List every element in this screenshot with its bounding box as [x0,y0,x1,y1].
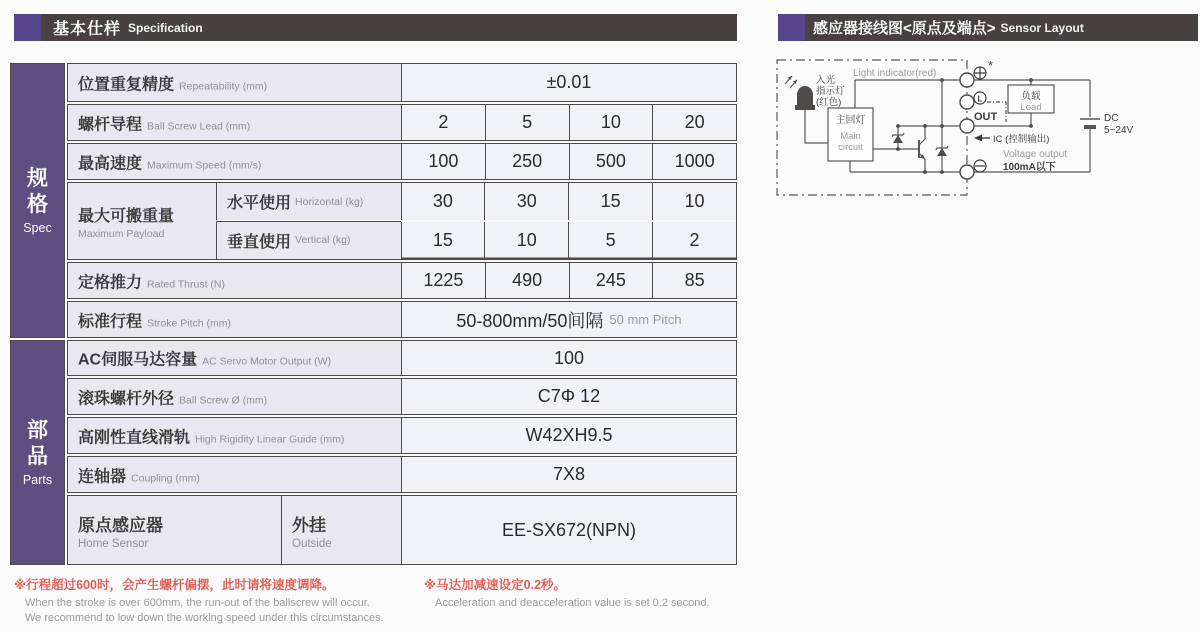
led-icon [795,86,815,110]
table-row-linear-guide [67,417,737,454]
row-value: 1000 [652,144,736,179]
footnote-en-line1: Acceleration and deacceleration value is set 0.2 second. [435,597,710,609]
main-circuit-label-en1: Main [840,131,861,142]
row-value: 10 [484,222,568,259]
sidebar-label-zh: 规格 [27,167,48,216]
footnote-zh: ※行程超过600时，会产生螺杆偏摆，此时请将速度调降。 [14,578,335,592]
footnote-acceleration [424,575,710,611]
row-value: 7X8 [401,457,736,492]
sensor-header-title-zh: 感应器接线图<原点及端点> [813,20,996,37]
table-row-vertical [216,220,736,259]
row-label-zh: 高刚性直线滑轨 [78,429,191,446]
row-value: 2 [401,105,485,140]
table-row-coupling [67,456,737,493]
spec-header-title-zh: 基本仕样 [53,21,122,38]
table-row-max-speed [67,143,737,180]
header-accent-square [778,14,805,41]
out-terminal-label: OUT [974,111,998,123]
table-row-ball-screw-od [67,378,737,415]
led-label-line3: (红色) [816,97,842,108]
spec-header-title-en: Specification [128,20,203,35]
stroke-value-en: 50 mm Pitch [609,312,682,327]
payload-merged-label [68,183,216,259]
row-value: 30 [401,183,485,220]
sensor-header-bar [805,14,1198,41]
asterisk-mark: * [988,58,994,73]
row-label-en: Repeatability (mm) [179,80,268,92]
row-label-zh: 位置重复精度 [78,76,175,93]
load-label-zh: 负载 [1021,91,1041,102]
row-label-en: Outside [292,537,332,550]
row-label-zh: 外挂 [292,515,326,535]
table-row-horizontal [216,183,736,220]
row-label-zh: 滚珠螺杆外径 [78,390,175,407]
footnote-zh: ※马达加减速设定0.2秒。 [424,578,567,592]
row-value: 85 [652,263,736,298]
table-rowgroup-max-payload [67,182,737,260]
row-value: 5 [568,222,652,259]
row-value: 20 [652,105,736,140]
row-label-zh: 最高速度 [78,155,143,172]
row-label-zh: 原点感应器 [78,515,163,535]
row-value: 30 [484,183,568,220]
row-value [401,302,736,337]
row-label-en: Vertical (kg) [295,234,351,247]
parts-rows [67,340,737,565]
row-value: 1225 [401,263,485,298]
terminal-plus [960,73,974,87]
row-value: 500 [569,144,653,179]
voltage-output-label: Voltage output [1003,149,1067,160]
row-label-zh: 定格推力 [78,274,143,291]
row-label-zh: 水平使用 [227,195,292,212]
terminal-l [960,95,974,109]
spec-header-bar [41,14,737,41]
dc-label: DC [1104,113,1119,124]
home-sensor-label [68,496,281,564]
row-value: 490 [485,263,569,298]
row-label-zh: 螺杆导程 [78,116,143,133]
sidebar-label-en: Parts [22,473,53,487]
table-row-servo-output [67,340,737,376]
stroke-value-zh: 50-800mm/50间隔 [456,310,604,331]
ic-arrow-icon [974,135,982,142]
terminal-out [960,119,974,133]
row-label-en: Ball Screw Lead (mm) [147,120,251,132]
row-label-en: Home Sensor [78,537,149,550]
footnote-en-line2: We recommend to low down the working speed under this circumstances. [25,612,384,624]
spec-section-sidebar [10,63,65,338]
row-label-zh: 最大可搬重量 [78,207,175,225]
row-value: 15 [401,222,485,259]
home-sensor-mount-label [281,496,401,564]
row-label-en: Rated Thrust (N) [147,278,226,290]
row-value: 2 [652,222,736,259]
row-label-zh: 连轴器 [78,468,127,485]
row-value: ±0.01 [401,64,736,101]
row-value: 10 [652,183,736,220]
row-value: 10 [569,105,653,140]
table-row-repeatability [67,63,737,102]
spec-section-header [14,14,737,41]
row-label-en: Maximum Payload [78,227,165,240]
sensor-header-title-en: Sensor Layout [1000,20,1084,35]
row-label-en: Ball Screw Ø (mm) [179,394,268,406]
row-value: 5 [485,105,569,140]
row-value: 100 [401,341,736,375]
spec-rows [67,63,737,338]
row-label-en: Horizontal (kg) [295,195,364,208]
l-terminal-letter: L [977,94,983,104]
ic-output-label: IC (控制输出) [993,134,1050,145]
row-label-en: Maximum Speed (mm/s) [147,159,262,171]
spec-section [10,63,737,338]
footnote-stroke-warning [14,575,384,626]
specification-table [10,63,737,567]
row-label-en: High Rigidity Linear Guide (mm) [195,433,345,445]
row-value: C7Φ 12 [401,379,736,414]
sidebar-label-en: Spec [23,221,52,235]
sensor-layout-header [778,14,1198,41]
footnote-en [14,596,384,626]
parts-section [10,340,737,565]
row-label-en: AC Servo Motor Output (W) [202,355,332,368]
row-value: 245 [569,263,653,298]
row-label-en: Coupling (mm) [131,472,200,484]
table-row-rated-thrust [67,262,737,299]
table-row-ball-screw-lead [67,104,737,141]
row-value: EE-SX672(NPN) [401,496,736,564]
led-label-line2: 指示灯 [816,86,845,97]
row-value: W42XH9.5 [401,418,736,453]
main-circuit-label-en2: circuit [838,142,863,153]
dc-voltage-label: 5~24V [1104,125,1134,136]
row-value: 100 [401,144,485,179]
header-accent-square [14,14,41,41]
current-limit-label: 100mA以下 [1003,162,1056,173]
row-value: 250 [485,144,569,179]
terminal-minus [960,165,974,179]
row-value: 15 [568,183,652,220]
row-label-zh: AC伺服马达容量 [78,351,198,369]
parts-section-sidebar [10,340,65,565]
row-label-zh: 垂直使用 [227,233,292,251]
row-label-en: Stroke Pitch (mm) [147,317,232,329]
sensor-wiring-diagram [775,53,1200,215]
main-circuit-label-zh: 主回灯 [835,115,866,126]
table-row-stroke-pitch [67,301,737,338]
row-label-zh: 标准行程 [78,313,143,330]
footnote-en [424,596,710,611]
table-row-home-sensor [67,495,737,565]
light-indicator-label: Light indicator(red) [853,68,937,79]
led-label-line1: 入光 [816,75,836,86]
zener-diode-icon [893,135,903,143]
zener-diode-icon [937,148,947,156]
footnote-en-line1: When the stroke is over 600mm, the run-out of the ballscrew will occur. [25,597,370,609]
sidebar-label-zh: 部品 [27,419,48,468]
load-label-en: Load [1020,102,1042,113]
